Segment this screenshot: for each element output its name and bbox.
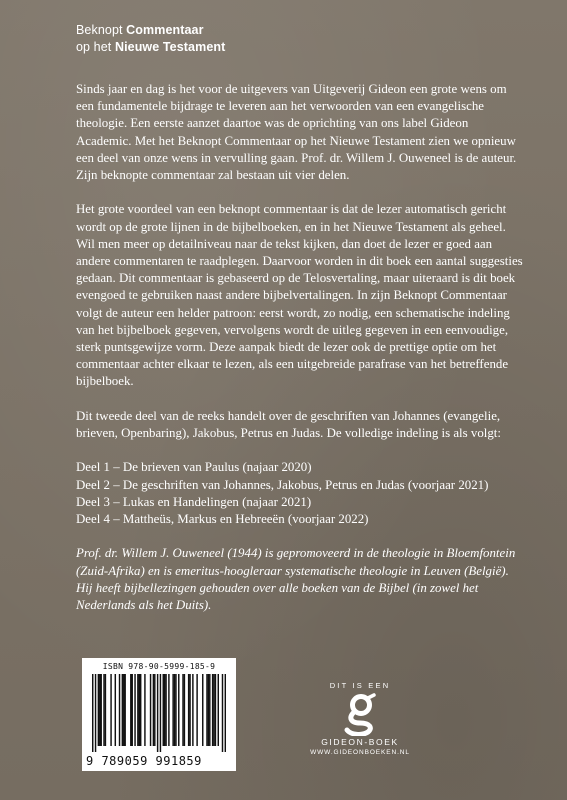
publisher-tagline: DIT IS EEN	[329, 681, 391, 690]
barcode-bar	[172, 674, 173, 746]
intro-paragraph: Sinds jaar en dag is het voor de uitgevers van Uitgeverij Gideon een grote wens om een fundamentele bijdrage te leveren aan het verwoorden van een evangelische theologie. Een eerste aanzet daartoe was de oprichting van ons label Gideon Academic. Met het Beknopt Commentaar op het Nieuwe Testament zien we opnieuw een deel van onze wens in vervulling gaan. Prof. dr. Willem J. Ouweneel is de auteur. Zijn beknopte commentaar zal bestaan uit vier delen.	[76, 82, 517, 183]
barcode-bar	[202, 674, 203, 746]
barcode-bar	[209, 674, 210, 746]
barcode-bar	[168, 674, 169, 746]
barcode-bar	[163, 674, 164, 746]
barcode-bar	[124, 674, 125, 746]
gideon-g-logo-icon	[343, 692, 377, 736]
volume-item: Deel 3 – Lukas en Handelingen (najaar 2021)	[76, 494, 312, 509]
barcode-bar	[174, 674, 175, 746]
series-title	[76, 22, 225, 56]
barcode-bar	[98, 674, 99, 746]
barcode-bar	[215, 674, 216, 746]
volume-item: Deel 2 – De geschriften van Johannes, Jakobus, Petrus en Judas (voorjaar 2021)	[76, 477, 489, 492]
barcode-bar	[164, 674, 165, 746]
barcode-bar	[189, 674, 190, 746]
barcode-bars	[92, 674, 226, 752]
barcode-bar	[182, 674, 183, 746]
barcode-bar	[188, 674, 189, 746]
barcode-bar	[175, 674, 176, 746]
barcode-bar	[122, 674, 123, 746]
barcode-bar	[206, 674, 207, 746]
barcode-bar	[134, 674, 135, 746]
barcode-bar	[95, 674, 96, 752]
advantage-paragraph: Het grote voordeel van een beknopt commentaar is dat de lezer automatisch gericht wordt op de grote lijnen in de bijbelboeken, en in het Nieuwe Testament als geheel. Wil men meer op detailniveau naar de tekst kijken, dan doet de lezer er goed aan andere commentaren te raadplegen. Daarvoor worden in dit boek een aantal suggesties gedaan. Dit commentaar is gebaseerd op de Telosvertaling, maar uiteraard is dit boek evengoed te gebruiken naast andere bijbelvertalingen. In zijn Beknopt Commentaar volgt de auteur een helder patroon: eerst wordt, zo nodig, een schematische indeling van het bijbelboek gegeven, vervolgens wordt de uitleg gegeven in een eenvoudige, sterk puntsgewijze vorm. Deze aanpak biedt de lezer ook de prettige optie om het commentaar achter elkaar te lezen, als een uitgebreide parafrase van het betreffende bijbelboek.	[76, 202, 523, 389]
volume-item: Deel 1 – De brieven van Paulus (najaar 2020)	[76, 460, 312, 475]
publisher-url: WWW.GIDEONBOEKEN.NL	[310, 749, 410, 756]
barcode-bar	[213, 674, 214, 746]
publisher-mark	[280, 681, 440, 756]
barcode-bar	[153, 674, 154, 746]
barcode-bar	[110, 674, 111, 746]
barcode-bar	[150, 674, 151, 746]
author-bio: Prof. dr. Willem J. Ouweneel (1944) is gepromoveerd in de theologie in Bloemfontein (Zuid-Afrika) en is emeritus-hoogleraar systematische theologie in Leuven (België). Hij heeft bijbellezingen gehouden over alle boeken van de Bijbel (in zowel het Nederlands als het Duits).	[76, 546, 516, 613]
barcode-bar	[92, 674, 93, 752]
barcode-bar	[222, 674, 223, 752]
barcode-bar	[160, 674, 161, 752]
barcode-bar	[139, 674, 140, 746]
barcode-bar	[225, 674, 226, 752]
barcode-bar	[212, 674, 213, 746]
isbn-barcode	[82, 658, 236, 771]
barcode-bar	[196, 674, 197, 746]
barcode-bar	[157, 674, 158, 752]
series-title-line-1: Beknopt Commentaar	[76, 23, 204, 37]
isbn-label: ISBN 978-90-5999-185-9	[102, 662, 216, 671]
barcode-bar	[100, 674, 101, 746]
barcode-bar	[123, 674, 124, 746]
blurb-text	[76, 81, 524, 614]
barcode-bar	[137, 674, 138, 746]
barcode-bar	[154, 674, 155, 746]
series-overview-paragraph: Dit tweede deel van de reeks handelt over de geschriften van Johannes (evangelie, brieven, Openbaring), Jakobus, Petrus en Judas. De volledige indeling is als volgt:	[76, 408, 501, 441]
ean-digits: 9 789059 991859	[86, 754, 202, 768]
barcode-bar	[165, 674, 166, 746]
barcode-bar	[99, 674, 100, 746]
series-title-line-2: op het Nieuwe Testament	[76, 40, 226, 54]
volume-list	[76, 459, 524, 528]
barcode-bar	[130, 674, 131, 746]
barcode-bar	[178, 674, 179, 746]
barcode-bar	[115, 674, 116, 746]
barcode-bar	[119, 674, 120, 746]
barcode-bar	[208, 674, 209, 746]
barcode-bar	[131, 674, 132, 746]
publisher-name: GIDEON-BOEK	[321, 737, 399, 747]
barcode-bar	[192, 674, 193, 746]
barcode-bar	[184, 674, 185, 746]
volume-item: Deel 4 – Mattheüs, Markus en Hebreeën (voorjaar 2022)	[76, 512, 369, 527]
barcode-bar	[144, 674, 145, 746]
barcode-bar	[103, 674, 104, 746]
barcode-bar	[140, 674, 141, 746]
barcode-bar	[218, 674, 219, 746]
barcode-bar	[105, 674, 106, 746]
